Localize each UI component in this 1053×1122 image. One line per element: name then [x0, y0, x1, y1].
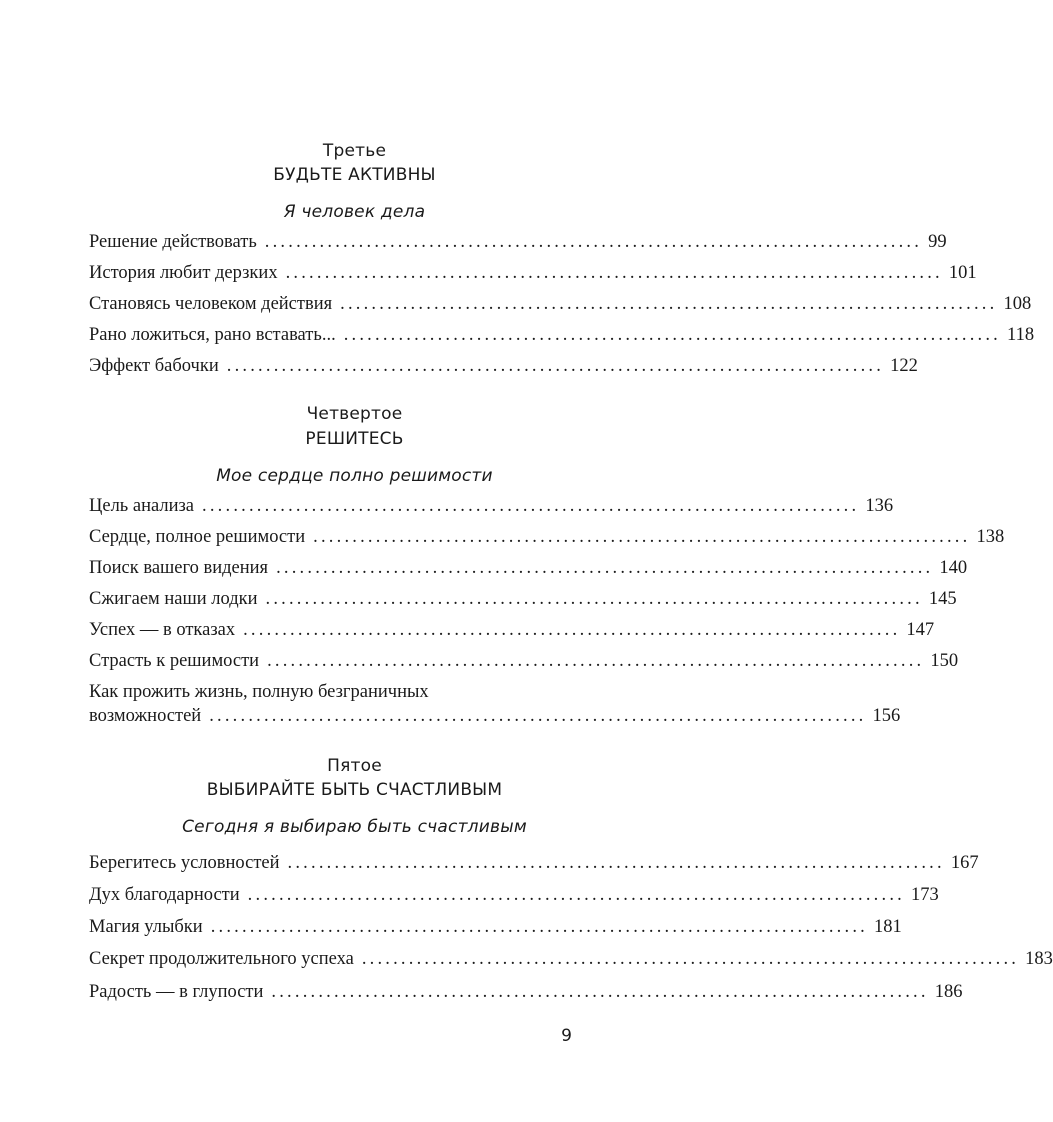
leader-dots: .................................................................................... [361, 949, 1020, 969]
toc-entry-title: Дух благодарности [89, 885, 240, 905]
toc-entry-title: Магия улыбки [89, 917, 203, 937]
toc-entry-title: Сжигаем наши лодки [89, 589, 258, 609]
leader-dots: .................................................................................... [226, 356, 885, 376]
section-motto: Я человек дела [283, 202, 426, 222]
toc-entry[interactable] [89, 354, 918, 378]
toc-entry-title: Берегитесь условностей [89, 853, 280, 873]
toc-entry-title: Поиск вашего видения [89, 558, 269, 578]
toc-entry-title: Секрет продолжительного успеха [89, 949, 354, 969]
toc-entry-title: История любит дерзких [89, 263, 278, 283]
toc-entry[interactable] [89, 947, 1053, 971]
toc-entry-title: Страсть к решимости [89, 651, 260, 671]
section-number: Пятое [327, 756, 382, 776]
toc-entry-title: Цель анализа [89, 496, 195, 516]
toc-entry[interactable] [89, 851, 979, 875]
toc-entry[interactable] [89, 680, 901, 728]
leader-dots: .................................................................................... [271, 982, 929, 1002]
toc-entry[interactable] [89, 261, 977, 285]
leader-dots: .................................................................................... [243, 620, 901, 640]
section-title: РЕШИТЕСЬ [305, 429, 404, 449]
toc-entry[interactable] [89, 494, 894, 518]
toc-entry-page: 183 [1025, 949, 1053, 969]
leader-dots: .................................................................................... [287, 853, 945, 873]
leader-dots: .................................................................................... [265, 589, 923, 609]
toc-entry-title: Эффект бабочки [89, 356, 219, 376]
toc-entry-title: Радость — в глупости [89, 982, 264, 1002]
leader-dots: .................................................................................... [202, 496, 860, 516]
toc-entry[interactable] [89, 230, 947, 254]
toc-entry-title: Становясь человеком действия [89, 294, 333, 314]
toc-entry[interactable] [89, 618, 935, 642]
toc-entry-page: 145 [928, 589, 957, 609]
leader-dots: .................................................................................... [264, 232, 923, 252]
toc-entry-page: 99 [928, 232, 947, 252]
toc-entry-page: 140 [939, 558, 968, 578]
toc-entry-title: Сердце, полное решимости [89, 527, 306, 547]
toc-entry-title: Успех — в отказах [89, 620, 236, 640]
toc-entry[interactable] [89, 980, 963, 1004]
leader-dots: .................................................................................... [276, 558, 934, 578]
section-motto: Сегодня я выбираю быть счастливым [182, 817, 527, 837]
page-number: 9 [561, 1026, 572, 1046]
leader-dots: .................................................................................... [267, 651, 925, 671]
toc-entry[interactable] [89, 915, 902, 939]
leader-dots: .................................................................................... [285, 263, 943, 283]
toc-entry[interactable] [89, 649, 959, 673]
toc-entry-page: 186 [934, 982, 963, 1002]
toc-entry-title: возможностей [89, 706, 202, 726]
toc-entry-page: 122 [890, 356, 918, 376]
toc-entry[interactable] [89, 323, 1035, 347]
toc-entry-page: 136 [865, 496, 894, 516]
section-title: БУДЬТЕ АКТИВНЫ [273, 165, 436, 185]
toc-entry-page: 181 [874, 917, 902, 937]
toc-entry[interactable] [89, 292, 1032, 316]
toc-entry[interactable] [89, 587, 957, 611]
toc-entry[interactable] [89, 525, 1005, 549]
toc-entry[interactable] [89, 883, 939, 907]
leader-dots: .................................................................................... [340, 294, 998, 314]
toc-entry-page: 156 [872, 706, 901, 726]
leader-dots: .................................................................................... [247, 885, 905, 905]
toc-entry-page: 101 [948, 263, 977, 283]
section-number: Третье [322, 141, 387, 161]
toc-entry-page: 173 [910, 885, 939, 905]
toc-entry-page: 147 [906, 620, 935, 640]
toc-entry-page: 118 [1007, 325, 1035, 345]
leader-dots: .................................................................................... [209, 706, 867, 726]
toc-entry-title-line1: Как прожить жизнь, полную безграничных [89, 682, 429, 702]
toc-entry-page: 108 [1003, 294, 1032, 314]
section-number: Четвертое [306, 404, 403, 424]
toc-entry-page: 167 [950, 853, 979, 873]
section-motto: Мое сердце полно решимости [216, 466, 493, 486]
leader-dots: .................................................................................... [343, 325, 1002, 345]
leader-dots: .................................................................................... [210, 917, 868, 937]
toc-entry-page: 138 [976, 527, 1005, 547]
toc-entry-page: 150 [930, 651, 959, 671]
toc-entry-title: Рано ложиться, рано вставать... [89, 325, 336, 345]
leader-dots: .................................................................................... [313, 527, 971, 547]
toc-entry-title: Решение действовать [89, 232, 257, 252]
section-title: ВЫБИРАЙТЕ БЫТЬ СЧАСТЛИВЫМ [206, 780, 503, 800]
toc-entry[interactable] [89, 556, 968, 580]
